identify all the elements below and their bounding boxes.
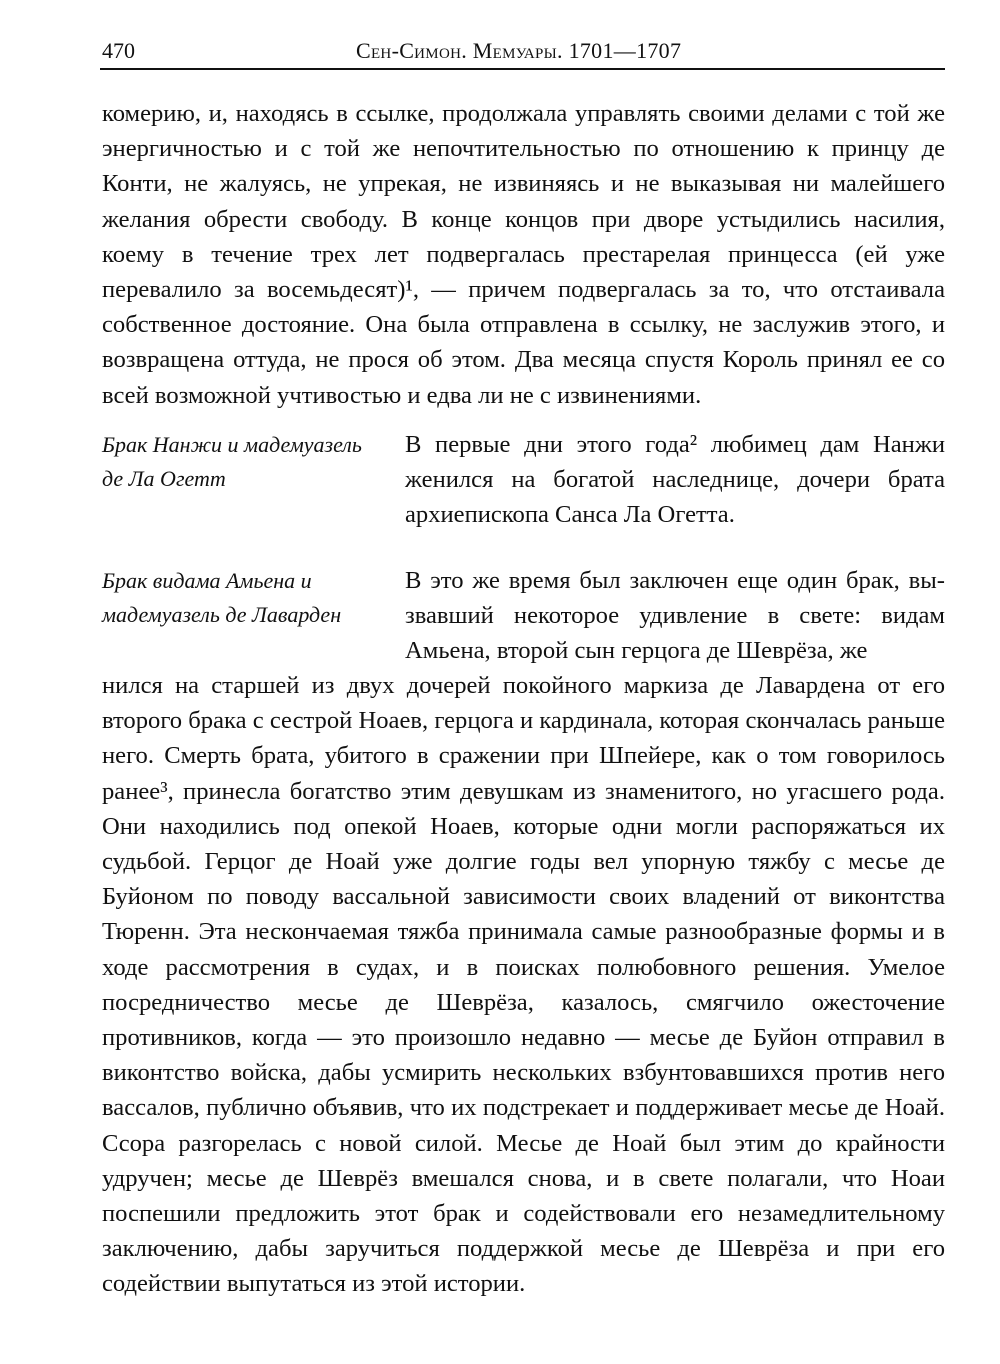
- header-rule: [100, 68, 945, 70]
- paragraph-nangis-marriage: В первые дни этого года² любимец дам Нанжи женился на богатой наследнице, дочери брата архиепископа Санса Ла Огетта.: [405, 431, 945, 529]
- running-head: [100, 36, 945, 68]
- side-note-nangis-marriage: Брак Нанжи и мадемуазель де Ла Огетт: [102, 432, 362, 491]
- paragraph-vidame-amiens-body: нился на старшей из двух дочерей покойного маркиза де Лавардена от его второго брака с сестрой Ноаев, герцога и кардинала, которая скончалась раньше него. Смерть брата, убитого в сражении при Шпейере, как о том говорилось ранее³, принесла богатство этим девушкам из знаменитого, но угасшего рода. Они находились под опекой Ноаев, которые одни могли распоряжаться их судьбой. Герцог де Ноай уже долгие годы вел упорную тяжбу с месье де Буйоном по поводу вассальной зависимости своих владений от виконтства Тюренн. Эта нескончаемая тяжба принимала самые разнообразные формы и в ходе рассмотрения в судах, и в поисках полюбовного решения. Умелое посредничество месье де Шеврёза, казалось, смягчило ожесточение противников, когда — это произошло недавно — месье де Буйон отправил в виконтство войска, дабы усмирить нескольких взбунтовавшихся против него вассалов, публично объявив, что их подстрекает и поддерживает месье де Ноай. Ссора разгорелась с новой силой. Месье де Ноай был этим до крайности удручен; месье де Шеврёз вмешался снова, и в свете полагали, что Ноаи поспешили предложить этот брак и содействовали его незамедлительному заключению, дабы заручиться поддержкой месье де Шеврёза и при его содействии выпутаться из этой истории.: [102, 672, 945, 1298]
- page-number: 470: [102, 38, 135, 63]
- running-head-title: Сен-Симон. Мемуары. 1701—1707: [356, 38, 682, 63]
- side-note-vidame-amiens-marriage: Брак видама Амьена и мадемуазель де Лаварден: [102, 568, 342, 627]
- paragraph-continuation: комерию, и, находясь в ссылке, продолжала управлять своими делами с той же энергичностью и с той же непочтительностью по отношению к принцу де Конти, не жалуясь, не упрекая, не извиняясь и не выказывая ни малейшего желания обрести свободу. В конце концов при дворе устыдились насилия, коему в течение трех лет подвергалась престарелая принцесса (ей уже перевалило за восемьдесят)¹, — причем подвергалась за то, что отстаивала собственное достояние. Она была отправлена в ссылку, не заслужив этого, и возвращена оттуда, не прося об этом. Два месяца спустя Король принял ее со всей возможной учтивостью и едва ли не с извинениями.: [102, 100, 945, 409]
- paragraph-vidame-amiens-opening: В это же время был заключен еще один брак, вызвавший некоторое удивление в свете: видам Амьена, второй сын герцога де Шеврёза, же: [405, 567, 945, 665]
